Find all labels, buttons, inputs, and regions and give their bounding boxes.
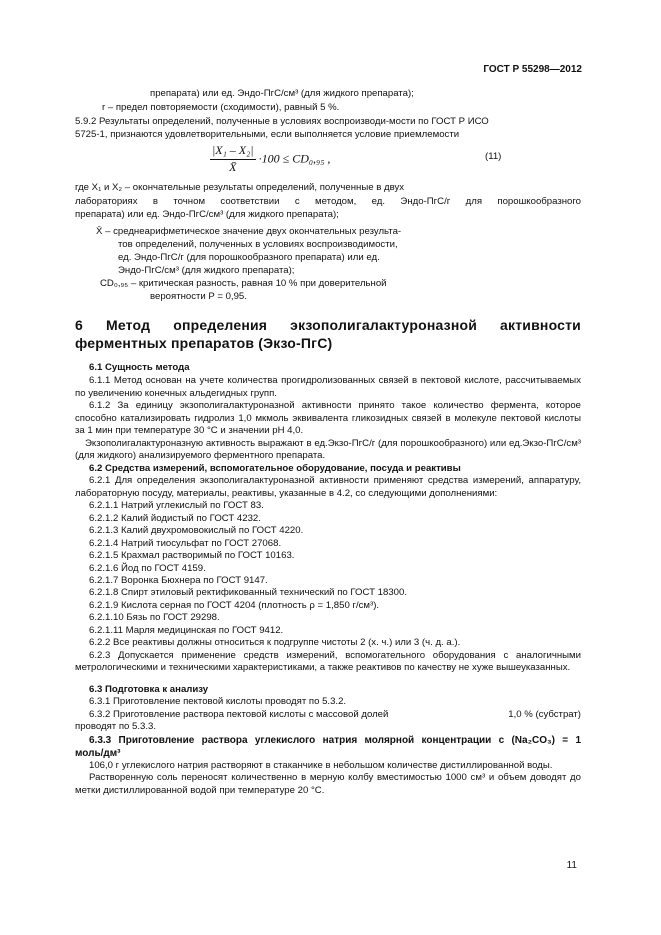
paragraph-6-1-1: 6.1.1 Метод основан на учете количества прогидролизованных связей в пектовой кислоте, рассчитываемых по увеличению конечных альдегидных групп. [75, 375, 581, 399]
formula-numerator: |X₁ – X₂| [210, 143, 256, 160]
paragraph-6-2-3: 6.2.3 Допускается применение средств измерений, вспомогательного оборудования с аналогичными метрологическими и техническими характеристиками, а также реактивов по качеству не хуже вышеуказанных. [75, 649, 581, 674]
paragraph-6-1-2: 6.1.2 За единицу экзополигалактуроназной активности принято такое количество фермента, которое способно катализировать гидролиз 1,0 мкмоль эквивалента гликозидных связей в молекуле пектовой кислоты за 1 мин при температуре 30 °С и значении pH 4,0. [75, 400, 581, 437]
subsection-6-3-3-title [75, 734, 581, 747]
xbar-def-2: тов определений, полученных в условиях воспроизводимости, [118, 239, 398, 250]
list-item: 6.2.1.7 Воронка Бюхнера по ГОСТ 9147. [89, 574, 268, 586]
cd-def-1: CD₀,₉₅ – критическая разность, равная 10 % при доверительной [100, 278, 387, 289]
formula-rhs: ·100 ≤ CD₀,₉₅ , [258, 151, 331, 166]
list-item: 6.2.1.4 Натрий тиосульфат по ГОСТ 27068. [89, 537, 282, 549]
paragraph-6-2-2: 6.2.2 Все реактивы должны относиться к подгруппе чистоты 2 (х. ч.) или 3 (ч. д. а.). [89, 637, 461, 649]
paragraph-6-2-1: 6.2.1 Для определения экзополигалактуроназной активности применяют средства измерений, аппаратуру, лабораторную посуду, материалы, реактивы, указанные в 4.2, со следующими дополнениями: [75, 475, 581, 499]
paragraph-6-3-1: 6.3.1 Приготовление пектовой кислоты проводят по 5.3.2. [89, 696, 347, 708]
paragraph-6-3-3-1: 106,0 г углекислого натрия растворяют в стаканчике в небольшом количестве дистиллированной воды. [89, 759, 553, 771]
list-item: 6.2.1.9 Кислота серная по ГОСТ 4204 (плотность ρ = 1,850 г/см³). [89, 599, 380, 611]
paragraph-5-9-2-line1: 5.9.2 Результаты определений, полученные в условиях воспроизводи-мости по ГОСТ Р ИСО [75, 116, 489, 127]
standard-number: ГОСТ Р 55298—2012 [483, 64, 582, 75]
list-item: 6.2.1.1 Натрий углекислый по ГОСТ 83. [89, 500, 264, 512]
list-item: 6.2.1.3 Калий двухромовокислый по ГОСТ 4220. [89, 525, 304, 537]
where-line: где X₁ и X₂ – окончательные результаты определений, полученные в двух [75, 182, 405, 193]
list-item: 6.2.1.8 Спирт этиловый ректификованный технический по ГОСТ 18300. [89, 587, 407, 599]
list-item: 6.2.1.6 Йод по ГОСТ 4159. [89, 562, 206, 574]
section-6-title-line2: ферментных препаратов (Экзо-ПгС) [75, 335, 333, 351]
paragraph-6-3-2-text: 6.3.2 Приготовление раствора пектовой кислоты с массовой долей [89, 708, 389, 720]
section-6-body [75, 362, 581, 797]
reagent-list [75, 500, 581, 637]
formula-denominator: X̄ [229, 159, 237, 174]
paragraph-6-3-2-end: проводят по 5.3.3. [75, 721, 157, 733]
paragraph-6-3-3-2: Растворенную соль переносят количественно в мерную колбу вместимостью 1000 см³ и объем доводят до метки дистиллированной водой при температуре 20 °С. [75, 772, 581, 796]
page-number: 11 [566, 860, 577, 871]
formula-number: (11) [485, 151, 502, 162]
subsection-6-3-title: 6.3 Подготовка к анализу [89, 683, 209, 695]
where-line-3: препарата) или ед. Эндо-ПгС/см³ (для жидкого препарата); [75, 209, 339, 220]
formula-11 [210, 143, 330, 175]
xbar-def-1: X̄ – среднеарифметическое значение двух окончательных результа- [96, 226, 402, 237]
xbar-def-3: ед. Эндо-ПгС/г (для порошкообразного препарата) или ед. [118, 252, 380, 263]
subsection-6-3-3-formula: c (Na₂CO₃) = 1 [498, 734, 582, 746]
paragraph-units: Экзополигалактуроназную активность выражают в ед.Экзо-ПгС/г (для порошкообразного) или ед.Экзо-ПгС/см³ (для жидкого) анализируемого ферментного препарата. [75, 437, 581, 462]
list-item: 6.2.1.10 Бязь по ГОСТ 29298. [89, 612, 220, 624]
subsection-6-3-3-unit: моль/дм³ [75, 747, 121, 759]
where-line-2: лабораториях в точном соответствии с методом, ед. Эндо-ПгС/г для порошкообразного [75, 196, 581, 207]
list-item: 6.2.1.11 Марля медицинская по ГОСТ 9412. [89, 624, 284, 636]
r-definition: r – предел повторяемости (сходимости), равный 5 %. [102, 102, 340, 113]
paragraph-6-3-2 [75, 709, 581, 721]
xbar-def-4: Эндо-ПгС/см³ (для жидкого препарата); [118, 265, 295, 276]
list-item: 6.2.1.5 Крахмал растворимый по ГОСТ 10163. [89, 550, 295, 562]
subsection-6-3-3-title-text: 6.3.3 Приготовление раствора углекислого натрия молярной концентрации [89, 734, 492, 746]
paragraph-5-9-2-line2: 5725-1, признаются удовлетворительными, если выполняется условие приемлемости [75, 129, 460, 140]
paragraph-6-3-2-value: 1,0 % (субстрат) [508, 708, 581, 720]
list-item: 6.2.1.2 Калий йодистый по ГОСТ 4232. [89, 512, 261, 524]
subsection-6-2-title: 6.2 Средства измерений, вспомогательное оборудование, посуда и реактивы [89, 462, 461, 474]
section-6-title-line1: 6 Метод определения экзополигалактуроназной активности [75, 317, 581, 333]
continuation-line: препарата) или ед. Эндо-ПгС/см³ (для жидкого препарата); [150, 88, 414, 99]
cd-def-2: вероятности P = 0,95. [150, 291, 247, 302]
subsection-6-1-title: 6.1 Сущность метода [89, 362, 190, 373]
